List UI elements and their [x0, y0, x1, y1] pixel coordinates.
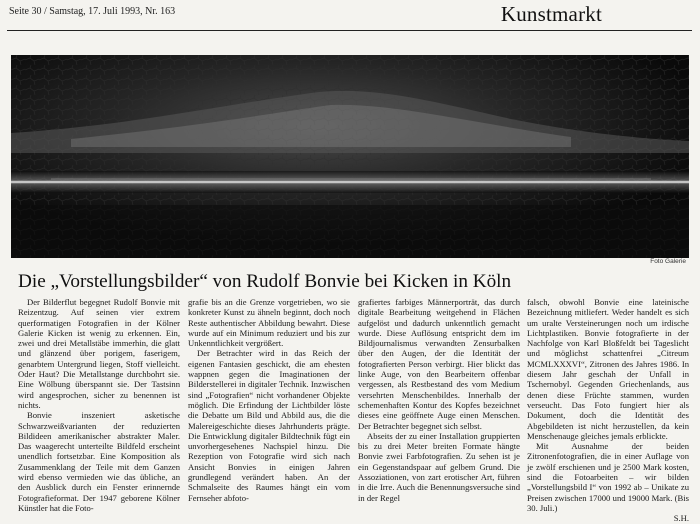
- article-photo: [11, 55, 689, 258]
- paragraph: Abseits der zu einer Installation gruppierten bis zu drei Meter breiten Formate hängte Bonvie zwei Farbfotografien. Zu sehen ist je ein Gegenstandspaar auf gelbem Grund. Die Assoziationen, von zart erotischer Art, führen in die Irre. Auch die Benennungsversuche sind in der Regel: [358, 430, 520, 503]
- paragraph: falsch, obwohl Bonvie eine lateinische Bezeichnung mitliefert. Weder handelt es sich um uralte Versteinerungen noch um irdische Lichtplastiken. Bonvie fotografierte in der Nachfolge von Karl Bloßfeldt bei Tageslicht und möglichst schattenfrei „Citreum MCMLXXXVI“, Zitronen des Jahres 1986. In diesem Jahr geschah der Unfall in Tschernobyl. Gegenden Griechenlands, aus denen diese Früchte stammen, wurden verseucht. Das Foto fungiert hier als Dokument, doch die Identität des Abgebildeten ist nicht herzustellen, da kein Menschenauge gleiches jemals erblickte.: [527, 297, 689, 441]
- paragraph: grafiertes farbiges Männerporträt, das durch digitale Bearbeitung weitgehend in Flächen aufgelöst und dadurch unkenntlich gemacht wurde. Diese Auflösung entspricht dem im Bildjournalismus verwandten Zensurbalken über den Augen, der die Identität der fotografierten Person verbirgt. Hier blickt das linke Auge, von den Bearbeitern offenbar vergessen, als Restbestand des vom Medium versehrten Menschenbildes. Innerhalb der schemenhaften Kontur des Kopfes bezeichnet dieses eine geöffnete Auge einen Menschen. Der Betrachter begegnet sich selbst.: [358, 297, 520, 431]
- article-headline: Die „Vorstellungsbilder“ von Rudolf Bonvie bei Kicken in Köln: [18, 271, 512, 292]
- paragraph: Der Bilderflut begegnet Rudolf Bonvie mit Reizentzug. Auf seinen vier extrem querformatigen Fotografien in der Kölner Galerie Kicken ist wenig zu erkennen. Ein, zwei und drei Metallstäbe immerhin, die glatt und glänzend über porigem, faserigem, genarbtem Untergrund liegen, Stoff vielleicht. Oder Haut? Die Metallstange durchbohrt sie. Eine Wölbung überspannt sie. Der Tastsinn wird angesprochen, sicher zu benennen ist nichts.: [18, 297, 180, 410]
- paragraph: Mit Ausnahme der beiden Zitronenfotografien, die in einer Auflage von je zwölf erschienen und je 2500 Mark kosten, sind die Fotoarbeiten – wir bilden „Vorstellungsbild I“ von 1992 ab – Unikate zu Preisen zwischen 17000 und 19000 Mark. (Bis 30. Juli.): [527, 441, 689, 513]
- article-column-2: [188, 297, 350, 507]
- article-column-4: [527, 297, 689, 524]
- photo-artwork: [11, 55, 689, 258]
- author-signature: S.H.: [673, 513, 689, 524]
- paragraph: Der Betrachter wird in das Reich der eigenen Fantasien geschickt, die am ehesten wappnen gegen die Imaginationen der Bilderstellerei in digitaler Technik. Inzwischen sind „Fotografien“ nicht vorhandener Objekte möglich. Die Erfindung der Lichtbilder löste die Debatte um Bild und Abbild aus, die die Malereigeschichte dieses Jahrhunderts prägte. Die Entwicklung digitaler Bildtechnik fügt ein unvorhergesehenes Nachspiel hinzu. Die Rezeption von Fotografie wird sich nach Ansicht Bonvies in einigen Jahren grundlegend verändert haben. An der Schmalseite des Raumes hängt ein vom Fernseher abfoto-: [188, 348, 350, 503]
- issue-line: Seite 30 / Samstag, 17. Juli 1993, Nr. 163: [9, 6, 176, 17]
- article-column-1: [18, 297, 180, 513]
- paragraph: Bonvie inszeniert asketische Schwarzweißvarianten der reduzierten Bildideen amerikanischer abstrakter Maler. Das waagerecht unterteilte Bildfeld erscheint unendlich fortsetzbar. Eine Komposition als Zusammenklang der Teile mit dem Ganzen wird ebenso vermieden wie das übliche, an den Ausblick durch ein Fenster erinnernde Fotografieformat. Der 1947 geborene Kölner Künstler hat die Foto-: [18, 410, 180, 513]
- paragraph: grafie bis an die Grenze vorgetrieben, wo sie konkreter Kunst zu ähneln beginnt, doch noch Reste authentischer Abbildung bewahrt. Diese wurde auf ein Minimum reduziert und bis zur Unkenntlichkeit vergrößert.: [188, 297, 350, 349]
- photo-credit: Foto Galerie: [650, 258, 686, 265]
- masthead: [7, 0, 692, 31]
- section-title: Kunstmarkt: [500, 2, 602, 26]
- article-column-3: [358, 297, 520, 507]
